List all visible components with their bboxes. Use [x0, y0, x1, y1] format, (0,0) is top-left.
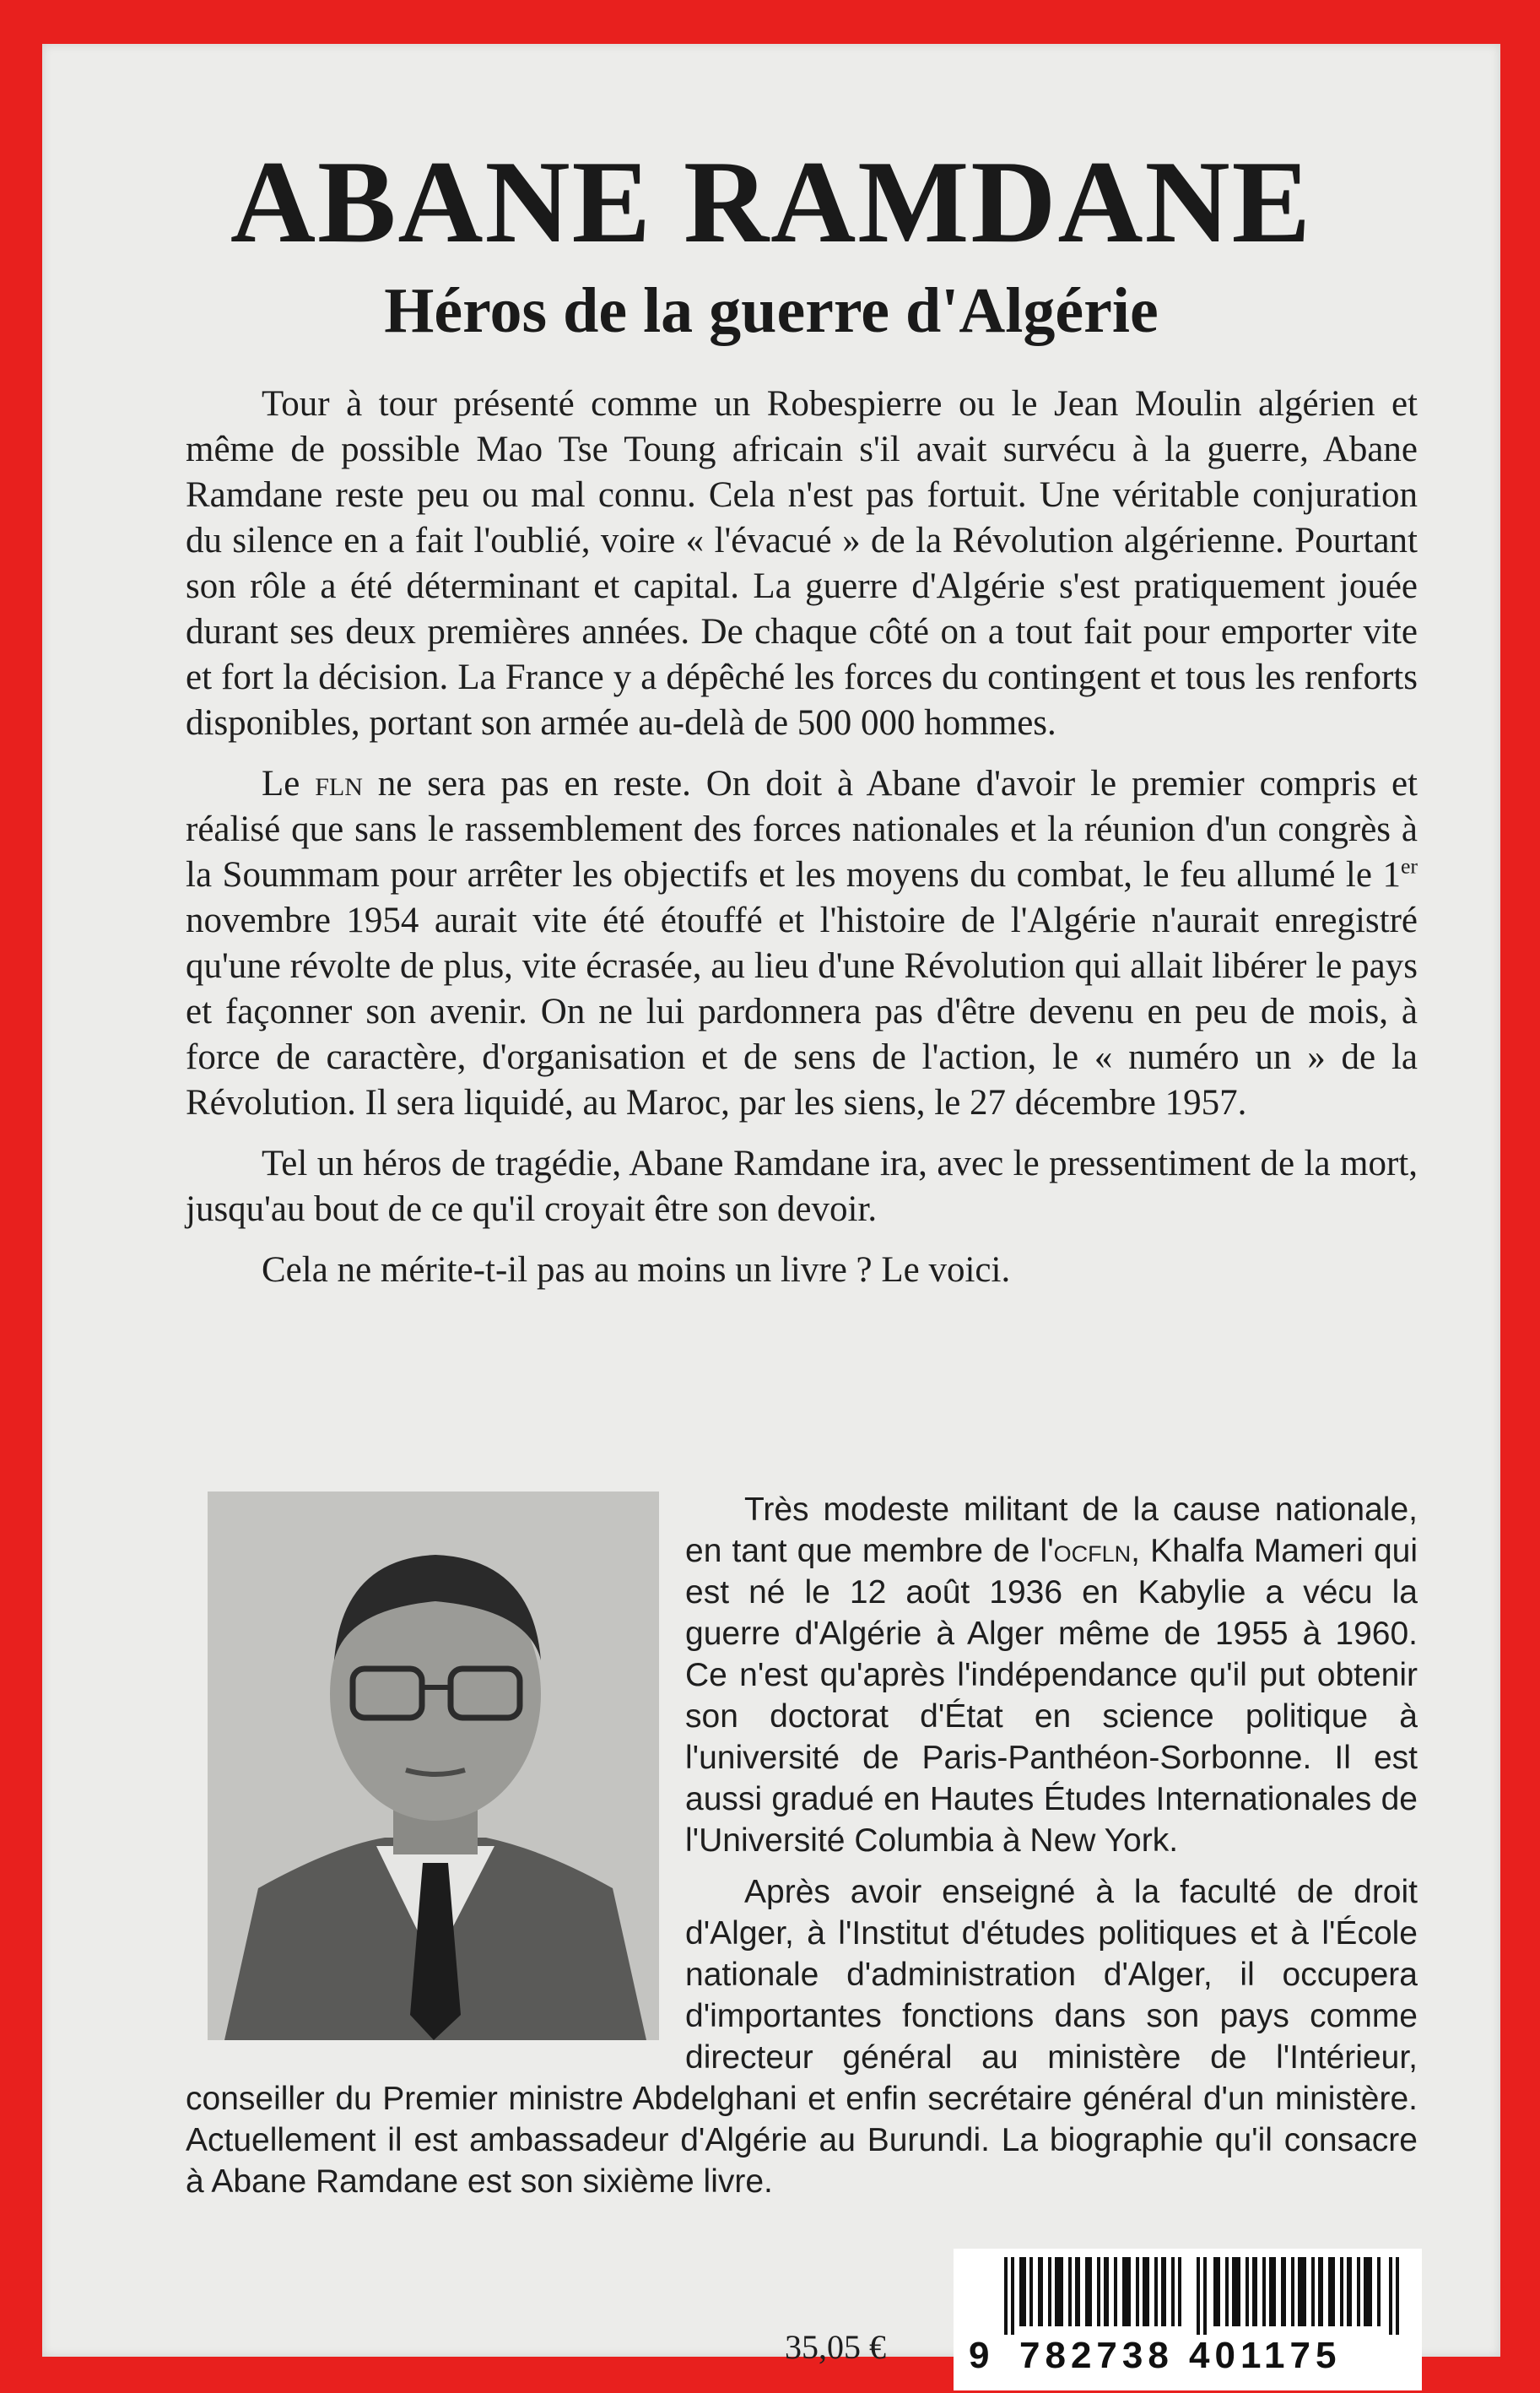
ocfln-abbr: ocfln	[1053, 1533, 1132, 1569]
book-summary	[186, 382, 1418, 1308]
book-title: ABANE RAMDANE	[230, 137, 1313, 268]
back-cover-panel	[42, 44, 1500, 2376]
isbn-digits: 782738 401175	[1019, 2335, 1342, 2376]
book-subtitle: Héros de la guerre d'Algérie	[384, 275, 1159, 346]
summary-paragraph: Cela ne mérite-t-il pas au moins un livre ? Le voici.	[262, 1250, 1011, 1290]
summary-paragraph: Tel un héros de tragédie, Abane Ramdane ira, avec le pressentiment de la mort, jusqu'au bout de ce qu'il croyait être son devoir.	[186, 1144, 1418, 1229]
ordinal-superscript: er	[1400, 853, 1418, 879]
photo-spacer	[186, 1489, 685, 2050]
summary-paragraph: Tour à tour présenté comme un Robespierre ou le Jean Moulin algérien et même de possible Mao Tse Toung africain s'il avait survécu à la guerre, Abane Ramdane reste peu ou mal connu. Cela n'est pas fortuit. Une véritable conjuration du silence en a fait l'oublié, voire « l'évacué » de la Révolution algérienne. Pourtant son rôle a été déterminant et capital. La guerre d'Algérie s'est pratiquement jouée durant ses deux premières années. De chaque côté on a tout fait pour emporter vite et fort la décision. La France y a dépêché les forces du contingent et tous les renforts disponibles, portant son armée au-delà de 500 000 hommes.	[186, 384, 1418, 743]
isbn-barcode	[954, 2249, 1422, 2390]
price-label: 35,05 €	[785, 2328, 886, 2366]
fln-abbr: fln	[315, 764, 363, 804]
author-biography	[186, 1489, 1418, 2212]
bio-paragraph: Très modeste militant de la cause nationale, en tant que membre de l'ocfln, Khalfa Mameri qui est né le 12 août 1936 en Kabylie a vécu la guerre d'Algérie à Alger même de 1955 à 1960. Ce n'est qu'après l'indépendance qu'il put obtenir son doctorat d'État en science politique à l'université de Paris-Panthéon-Sorbonne. Il est aussi gradué en Hautes Études Internationales de l'Université Columbia à New York.	[685, 1492, 1418, 1859]
barcode-bars	[1004, 2257, 1409, 2335]
summary-paragraph: Le fln ne sera pas en reste. On doit à Abane d'avoir le premier compris et réalisé que sans le rassemblement des forces nationales et la réunion d'un congrès à la Soummam pour arrêter les objectifs et les moyens du combat, le feu allumé le 1er novembre 1954 aurait vite été étouffé et l'histoire de l'Algérie n'aurait enregistré qu'une révolte de plus, vite écrasée, au lieu d'une Révolution qui allait libérer le pays et façonner son avenir. On ne lui pardonnera pas d'être devenu en peu de mois, à force de caractère, d'organisation et de sens de l'action, le « numéro un » de la Révolution. Il sera liquidé, au Maroc, par les siens, le 27 décembre 1957.	[186, 764, 1418, 1123]
isbn-lead-digit: 9	[969, 2335, 990, 2376]
bio-paragraph: Après avoir enseigné à la faculté de droit d'Alger, à l'Institut d'études politiques et à l'École nationale d'administration d'Alger, il occupera d'importantes fonctions dans son pays comme directeur général au ministère de l'Intérieur, conseiller du Premier ministre Abdelghani et enfin secrétaire général d'un ministère. Actuellement il est ambassadeur d'Algérie au Burundi. La biographie qu'il consacre à Abane Ramdane est son sixième livre.	[186, 1874, 1418, 2200]
